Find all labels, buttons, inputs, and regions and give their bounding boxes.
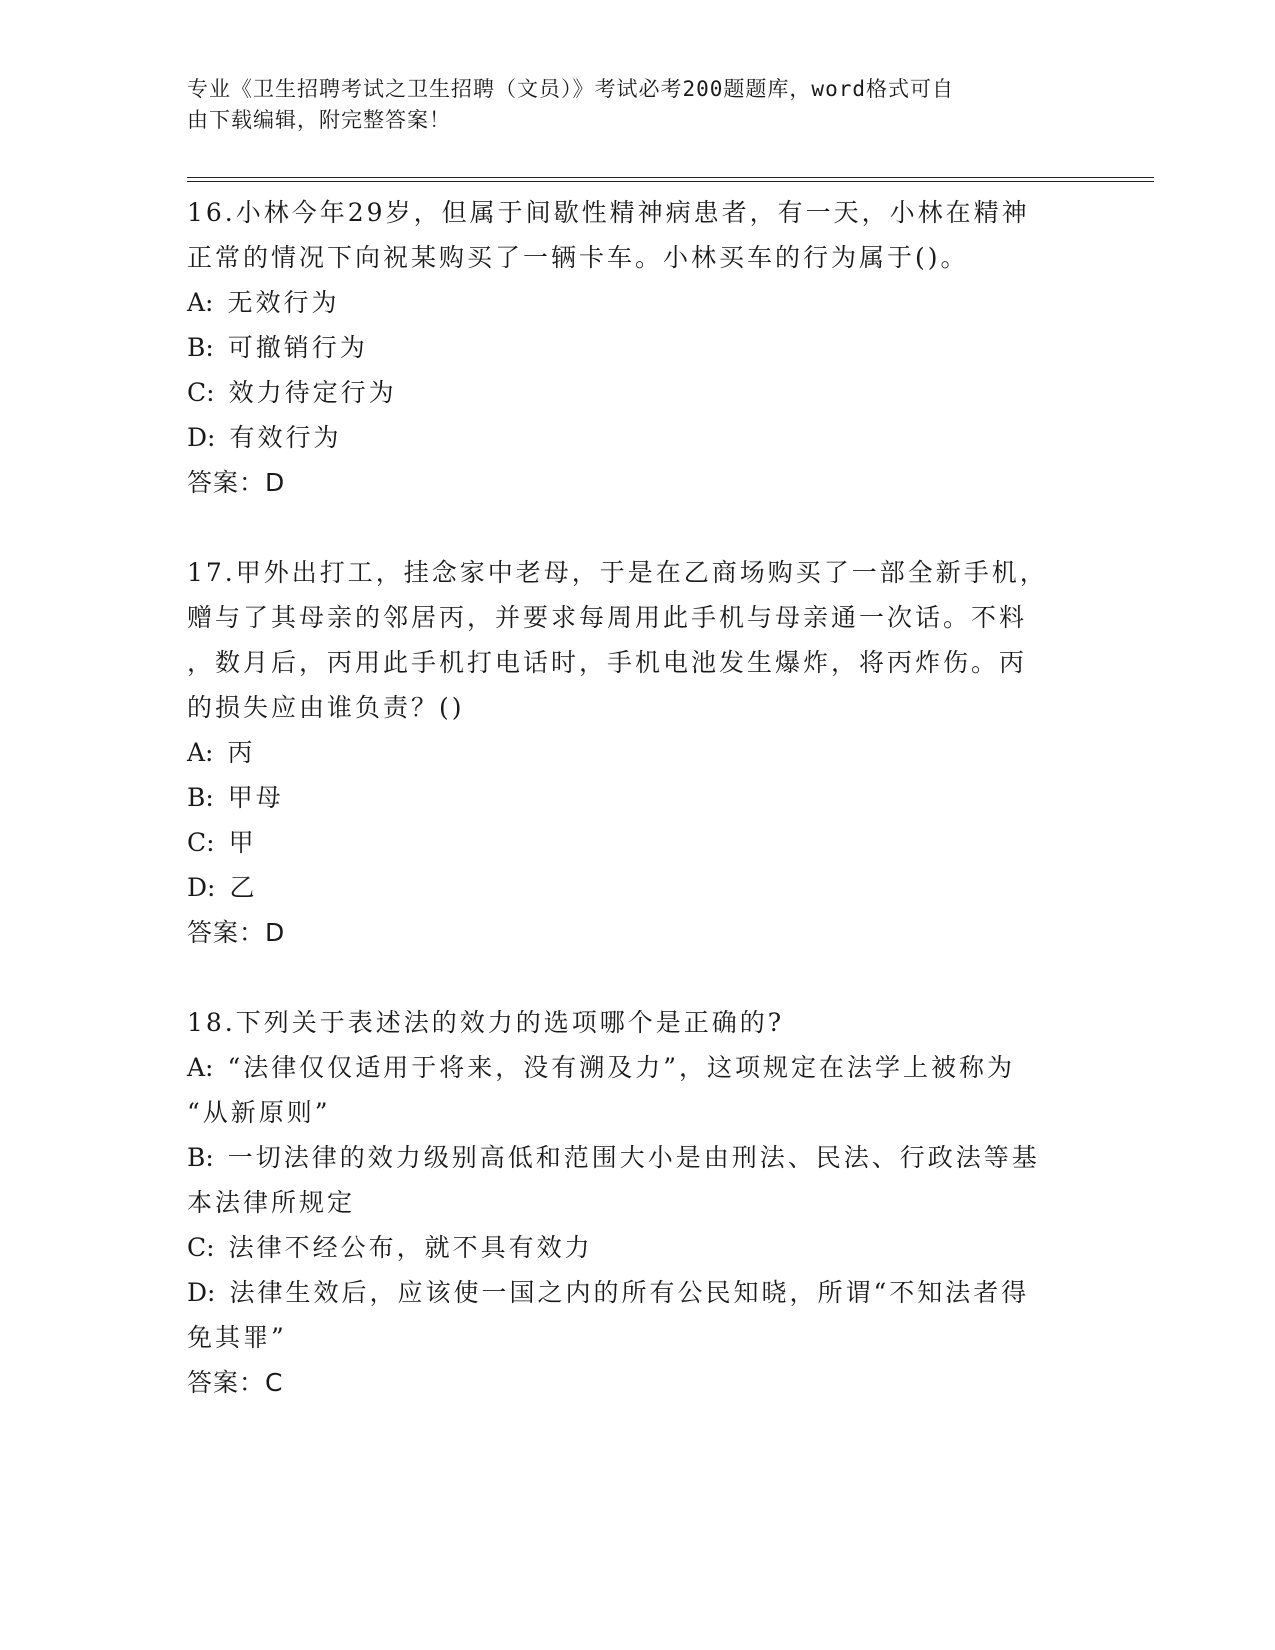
answer-line: 答案：D (187, 918, 286, 947)
question-stem (187, 550, 1087, 730)
option-continuation-line: 本法律所规定 (187, 1188, 356, 1217)
option-key: B: (187, 783, 214, 812)
option-d (187, 865, 1087, 910)
option-key: A: (187, 288, 214, 317)
question-stem-line: 17.甲外出打工，挂念家中老母，于是在乙商场购买了一部全新手机， (187, 558, 1048, 587)
question-stem-line: 赠与了其母亲的邻居丙，并要求每周用此手机与母亲通一次话。不料 (187, 603, 1028, 632)
header-line-1: 专业《卫生招聘考试之卫生招聘（文员）》考试必考200题题库，word格式可自 (187, 77, 954, 101)
question-stem-line: ，数月后，丙用此手机打电话时，手机电池发生爆炸，将丙炸伤。丙 (187, 648, 1028, 677)
question-stem-line: 16.小林今年29岁，但属于间歇性精神病患者，有一天，小林在精神 (187, 198, 1030, 227)
option-key: C: (187, 1233, 215, 1262)
option-key: D: (187, 1278, 216, 1307)
option-key: D: (187, 423, 216, 452)
option-text: “法律仅仅适用于将来，没有溯及力”，这项规定在法学上被称为 (227, 1053, 1016, 1082)
option-text: 甲 (228, 828, 257, 857)
question-16 (187, 190, 1087, 505)
option-d (187, 415, 1087, 460)
question-stem (187, 1000, 1087, 1045)
question-list (187, 190, 1087, 1405)
option-key: C: (187, 828, 215, 857)
question-stem-line: 正常的情况下向祝某购买了一辆卡车。小林买车的行为属于()。 (187, 243, 969, 272)
option-key: C: (187, 378, 215, 407)
option-text: 一切法律的效力级别高低和范围大小是由刑法、民法、行政法等基 (227, 1143, 1040, 1172)
option-text: 有效行为 (229, 423, 342, 452)
option-continuation-line: 免其罪” (187, 1323, 287, 1352)
option-b (187, 325, 1087, 370)
question-spacer (187, 505, 1087, 550)
option-c (187, 1225, 1087, 1270)
option-text: 甲母 (227, 783, 284, 812)
option-b (187, 775, 1087, 820)
option-c (187, 370, 1087, 415)
option-text: 可撤销行为 (227, 333, 368, 362)
answer-line: 答案：C (187, 1368, 284, 1397)
answer-line: 答案：D (187, 468, 286, 497)
document-header (187, 74, 1067, 136)
option-text: 乙 (229, 873, 258, 902)
question-stem-line: 18.下列关于表述法的效力的选项哪个是正确的? (187, 1008, 785, 1037)
option-c (187, 820, 1087, 865)
option-key: B: (187, 333, 214, 362)
question-spacer (187, 955, 1087, 1000)
header-divider-bottom (187, 181, 1154, 182)
option-a (187, 280, 1087, 325)
question-17 (187, 550, 1087, 955)
option-continuation-line: “从新原则” (187, 1098, 331, 1127)
option-text: 法律生效后，应该使一国之内的所有公民知晓，所谓“不知法者得 (229, 1278, 1030, 1307)
option-a (187, 1045, 1087, 1090)
option-key: A: (187, 1053, 214, 1082)
option-key: D: (187, 873, 216, 902)
question-stem (187, 190, 1087, 280)
header-line-2: 由下载编辑，附完整答案！ (187, 108, 451, 132)
question-stem-line: 的损失应由谁负责？() (187, 693, 465, 722)
option-a (187, 730, 1087, 775)
option-text: 效力待定行为 (228, 378, 397, 407)
option-d (187, 1270, 1087, 1315)
header-divider-top (187, 177, 1154, 178)
option-text: 无效行为 (227, 288, 340, 317)
question-18 (187, 1000, 1087, 1405)
option-text: 法律不经公布，就不具有效力 (228, 1233, 593, 1262)
option-text: 丙 (227, 738, 256, 767)
option-key: B: (187, 1143, 214, 1172)
option-b (187, 1135, 1087, 1180)
option-key: A: (187, 738, 214, 767)
